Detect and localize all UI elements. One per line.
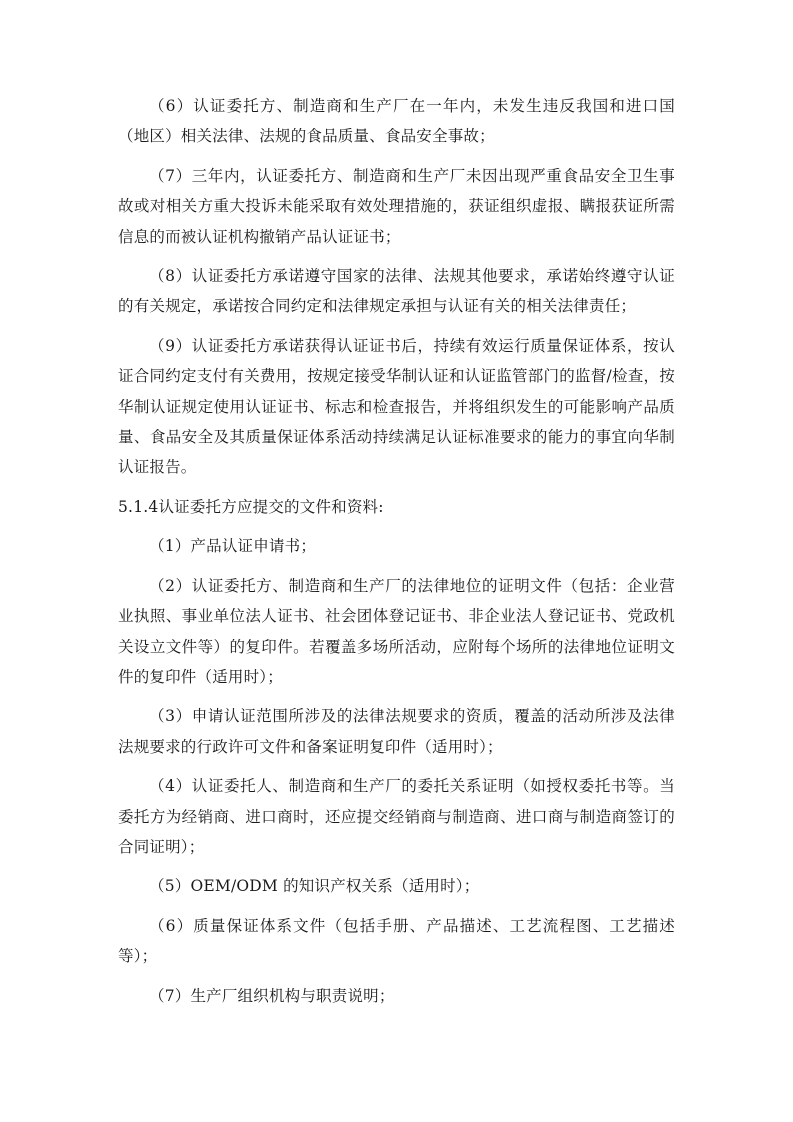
paragraph-condition-8: （8）认证委托方承诺遵守国家的法律、法规其他要求，承诺始终遵守认证的有关规定，承诺按合同约定和法律规定承担与认证有关的相关法律责任； — [118, 267, 675, 316]
list-item-legal-status: （2）认证委托方、制造商和生产厂的法律地位的证明文件（包括：企业营业执照、事业单位法人证书、社会团体登记证书、非企业法人登记证书、党政机关设立文件等）的复印件。若覆盖多场所活动，应附每个场所的法律地位证明文件的复印件（适用时）； — [118, 576, 675, 686]
paragraph-condition-6: （6）认证委托方、制造商和生产厂在一年内，未发生违反我国和进口国（地区）相关法律、法规的食品质量、食品安全事故； — [118, 97, 675, 146]
list-item-oem-odm: （5）OEM/ODM 的知识产权关系（适用时）； — [149, 877, 480, 896]
list-item-organization: （7）生产厂组织机构与职责说明； — [149, 986, 395, 1005]
list-item-quality-docs: （6）质量保证体系文件（包括手册、产品描述、工艺流程图、工艺描述等）； — [118, 916, 675, 966]
document-page — [118, 91, 675, 1011]
paragraph-condition-9: （9）认证委托方承诺获得认证证书后，持续有效运行质量保证体系，按认证合同约定支付有关费用，按规定接受华制认证和认证监管部门的监督/检查，按华制认证规定使用认证证书、标志和检查报告，并将组织发生的可能影响产品质量、食品安全及其质量保证体系活动持续满足认证标准要求的能力的事宜向华制认证报告。 — [118, 336, 675, 477]
list-item-entrustment: （4）认证委托人、制造商和生产厂的委托关系证明（如授权委托书等。当委托方为经销商、进口商时，还应提交经销商与制造商、进口商与制造商签订的合同证明）； — [118, 777, 675, 856]
list-item-application-form: （1）产品认证申请书； — [149, 537, 317, 556]
paragraph-condition-7: （7）三年内，认证委托方、制造商和生产厂未因出现严重食品安全卫生事故或对相关方重大投诉未能采取有效处理措施的，获证组织虚报、瞒报获证所需信息的而被认证机构撤销产品认证证书； — [118, 166, 675, 246]
section-heading: 5.1.4认证委托方应提交的文件和资料: — [118, 497, 384, 516]
list-item-qualifications: （3）申请认证范围所涉及的法律法规要求的资质，覆盖的活动所涉及法律法规要求的行政许可文件和备案证明复印件（适用时）； — [118, 707, 675, 756]
